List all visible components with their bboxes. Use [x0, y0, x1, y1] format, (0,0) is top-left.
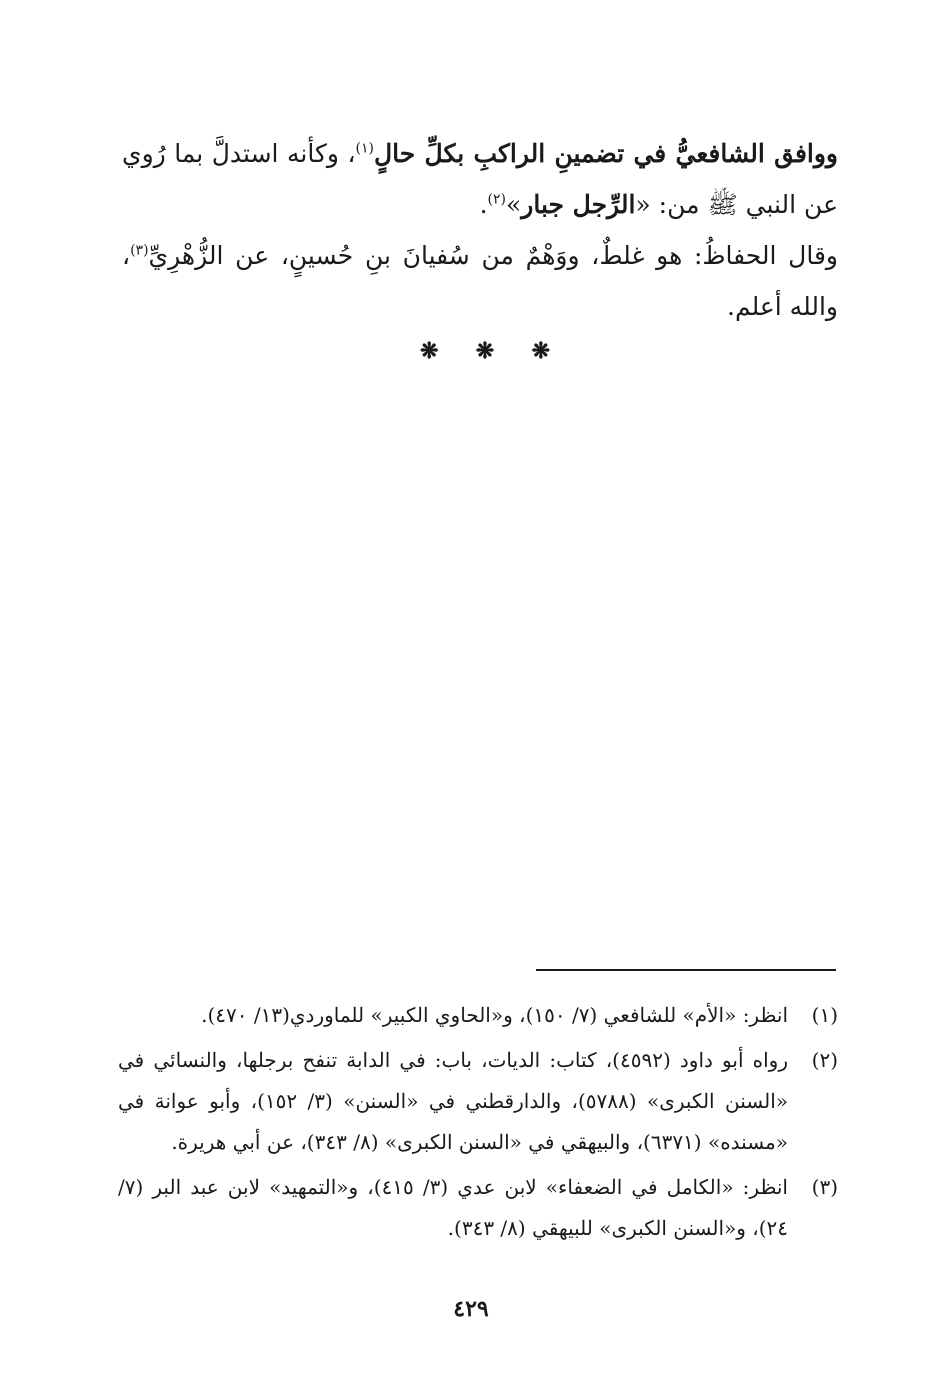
- footnote-text: انظر: «الأم» للشافعي (٧/ ١٥٠)، و«الحاوي الكبير» للماوردي(١٣/ ٤٧٠).: [201, 1003, 788, 1027]
- footnotes: [118, 995, 838, 1253]
- footnote-ref-3: (٣): [130, 242, 149, 259]
- para1-start: ووافق الشافعيُّ في تضمينِ الراكبِ بكلِّ حالٍ: [374, 139, 838, 168]
- star-ornament-icon: ❋: [475, 338, 495, 364]
- para1-mid: ، وكأنه استدلَّ بما رُوي عن النبي ﷺ من: «: [122, 139, 838, 219]
- paragraph-2: [122, 230, 838, 332]
- footnote-3: [118, 1167, 838, 1249]
- para1-end: .: [479, 190, 488, 219]
- hadith-quote: الرِّجل جبار: [521, 190, 636, 219]
- section-ornament: [420, 338, 550, 364]
- footnote-text: انظر: «الكامل في الضعفاء» لابن عدي (٣/ ٤١٥)، و«التمهيد» لابن عبد البر (٧/ ٢٤)، و«السنن الكبرى» للبيهقي (٨/ ٣٤٣).: [118, 1175, 788, 1240]
- footnote-ref-2: (٢): [487, 191, 506, 208]
- para2-start: وقال الحفاظُ: هو غلطٌ، ووَهْمٌ من سُفيانَ بنِ حُسينٍ، عن الزُّهْرِيِّ: [148, 241, 838, 270]
- footnote-ref-1: (١): [355, 140, 375, 157]
- star-ornament-icon: ❋: [420, 338, 439, 364]
- page-number: ٤٢٩: [453, 1296, 489, 1322]
- footnote-1: [118, 995, 838, 1036]
- footnote-number: (٢): [811, 1048, 838, 1072]
- para2-end: ، والله أعلم.: [122, 241, 838, 321]
- footnote-number: (١): [811, 1003, 838, 1027]
- paragraph-1: [122, 128, 838, 230]
- footnote-text: رواه أبو داود (٤٥٩٢)، كتاب: الديات، باب: في الدابة تنفح برجلها، والنسائي في «السنن الكبرى» (٥٧٨٨)، والدارقطني في «السنن» (٣/ ١٥٢)، وأبو عوانة في «مسنده» (٦٣٧١)، والبيهقي في «السنن الكبرى» (٨/ ٣٤٣)، عن أبي هريرة.: [118, 1048, 788, 1154]
- footnote-2: [118, 1040, 838, 1163]
- star-ornament-icon: ❋: [531, 338, 550, 364]
- para1-close: »: [505, 190, 522, 219]
- footnote-separator: [536, 969, 836, 971]
- footnote-number: (٣): [811, 1175, 838, 1199]
- main-text: [122, 128, 838, 332]
